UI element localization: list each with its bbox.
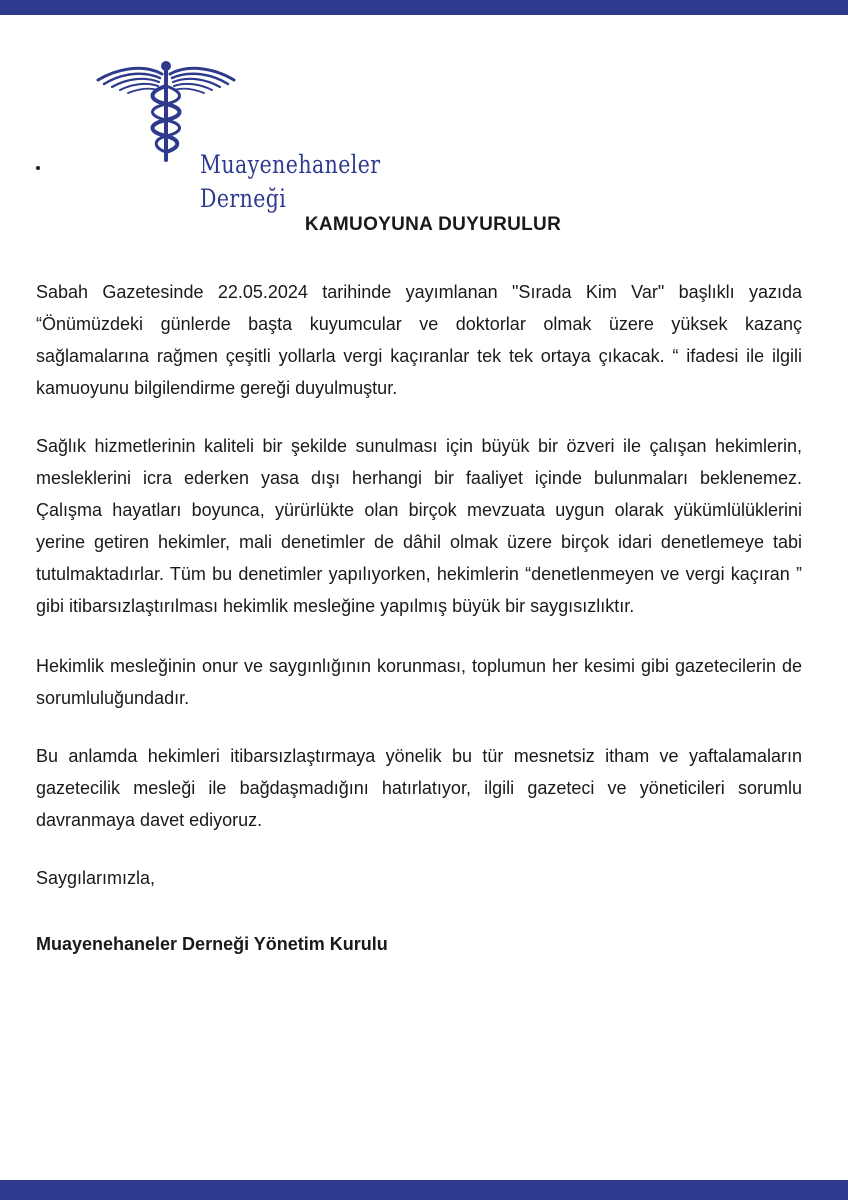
logo-name-line2: Derneği [200,184,287,213]
paragraph-2: Sağlık hizmetlerinin kaliteli bir şekilde sunulması için büyük bir özveri ile çalışan hekimlerin, mesleklerini icra ederken yasa dışı herhangi bir faaliyet içinde bulunmaları beklenemez. Çalışma hayatları boyunca, yürürlükte olan birçok mevzuata uygun olarak yükümlülüklerini yerine getiren hekimler, mali denetimler de dâhil olmak üzere birçok idari denetlemeye tabi tutulmaktadırlar. Tüm bu denetimler yapılıyorken, hekimlerin “denetlenmeyen ve vergi kaçıran ” gibi itibarsızlaştırılması hekimlik mesleğine yapılmış büyük bir saygısızlıktır. [36,436,802,616]
association-logo [96,56,386,213]
page-title: KAMUOYUNA DUYURULUR [304,214,562,235]
paragraph-4: Bu anlamda hekimleri itibarsızlaştırmaya yönelik bu tür mesnetsiz itham ve yaftalamaların gazetecilik mesleği ile bağdaşmadığını hatırlatıyor, ilgili gazeteci ve yöneticileri sorumlu davranmaya davet ediyoruz. [36,746,802,830]
bottom-color-band [0,1180,848,1200]
signature: Muayenehaneler Derneği Yönetim Kurulu [36,934,388,954]
announcement-body [36,276,802,960]
top-color-band [0,0,848,15]
paragraph-3: Hekimlik mesleğinin onur ve saygınlığının korunması, toplumun her kesimi gibi gazetecilerin de sorumluluğundadır. [36,656,802,708]
closing-line: Saygılarımızla, [36,868,156,888]
stray-dot [36,166,40,170]
logo-name-line1: Muayenehaneler [200,150,381,179]
caduceus-icon [96,56,236,164]
paragraph-1: Sabah Gazetesinde 22.05.2024 tarihinde yayımlanan "Sırada Kim Var" başlıklı yazıda “Önümüzdeki günlerde başta kuyumcular ve doktorlar olmak üzere yüksek kazanç sağlamalarına rağmen çeşitli yollarla vergi kaçıranlar tek tek ortaya çıkacak. “ ifadesi ile ilgili kamuoyunu bilgilendirme gereği duyulmuştur. [36,282,802,398]
